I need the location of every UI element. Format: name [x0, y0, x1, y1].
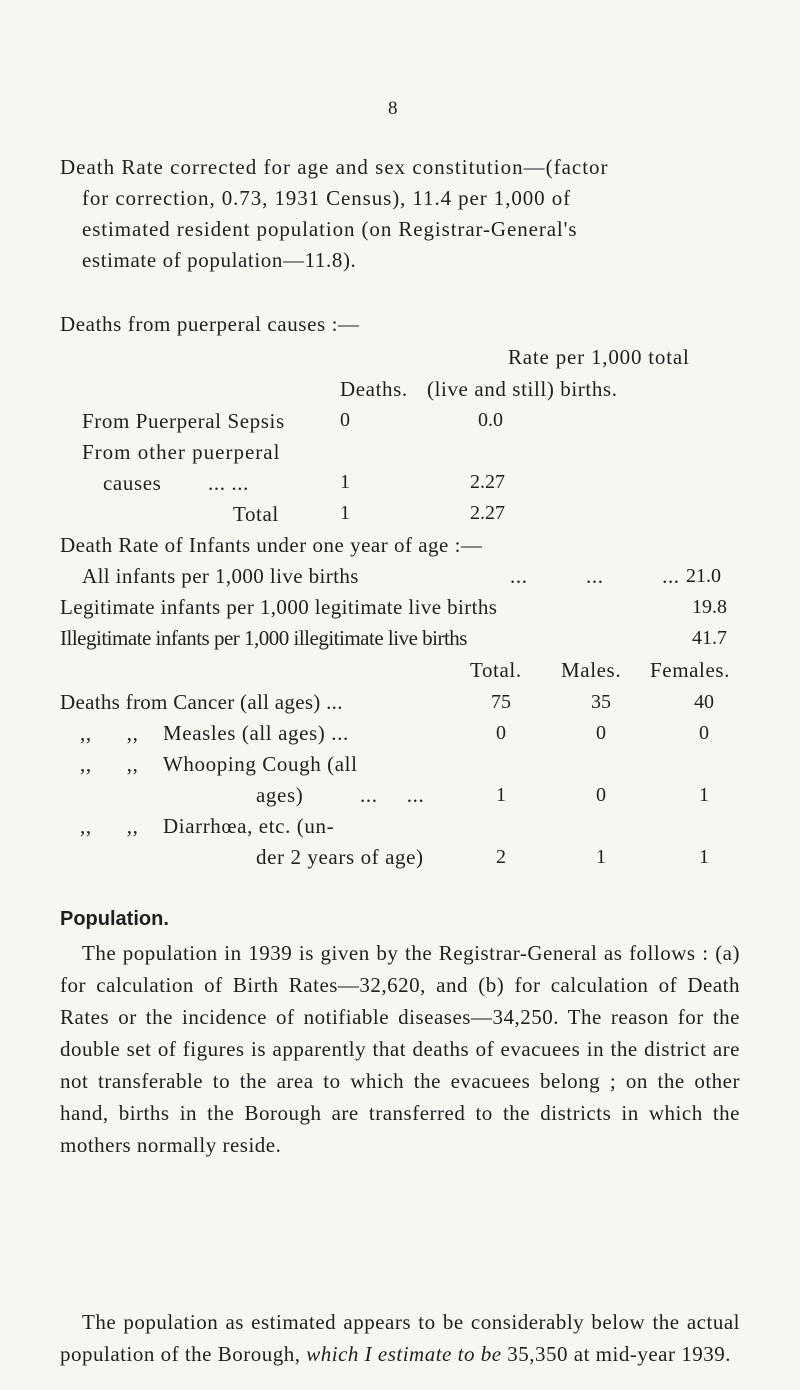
paragraph-italic-text: which I estimate to be: [306, 1342, 502, 1366]
infants-rate-value: 21.0: [686, 565, 721, 587]
puerperal-deaths-value: 0: [340, 409, 350, 431]
table-cell-total: 0: [496, 722, 506, 744]
table-cell-females: 0: [699, 722, 709, 744]
table-cell-males: 1: [596, 846, 606, 868]
intro-line: estimate of population—11.8).: [82, 248, 357, 272]
table-row-label: Diarrhœa, etc. (un-: [163, 814, 335, 838]
table-cell-total: 75: [491, 691, 511, 713]
ditto-marks: ,, ,,: [80, 721, 139, 745]
puerperal-row-label: From other puerperal: [82, 440, 281, 464]
puerperal-row-label: From Puerperal Sepsis: [82, 409, 285, 433]
puerperal-rate-value: 2.27: [470, 502, 505, 524]
intro-line: estimated resident population (on Registrar-General's: [82, 217, 578, 241]
infants-row-label: All infants per 1,000 live births: [82, 564, 359, 588]
table-row-label: ages): [256, 783, 304, 807]
leader-dots: ... ... ...: [510, 564, 680, 588]
leader-dots: ... ...: [360, 783, 425, 807]
puerperal-heading: Deaths from puerperal causes :—: [60, 312, 360, 336]
table-cell-females: 1: [699, 784, 709, 806]
paragraph-text: The population as estimated appears to be considerably below the actual population of the Borough,: [60, 1310, 740, 1366]
table-cell-females: 40: [694, 691, 714, 713]
table-row-label: Measles (all ages) ...: [163, 721, 349, 745]
puerperal-deaths-value: 1: [340, 471, 350, 493]
population-paragraph: The population in 1939 is given by the Registrar-General as follows : (a) for calculation of Birth Rates—32,620, and (b) for calculation of Death Rates or the incidence of notifiable diseases—34,250. The reason for the double set of figures is apparently that deaths of evacuees in the district are not transferable to the area to which the evacuees belong ; on the other hand, births in the Borough are transferred to the districts in which the mothers normally reside.: [60, 941, 740, 1157]
table-row-label: Whooping Cough (all: [163, 752, 358, 776]
puerperal-total-label: Total: [233, 502, 279, 526]
column-header-males: Males.: [561, 658, 622, 682]
rate-column-header: (live and still) births.: [427, 377, 618, 401]
table-row-label: Deaths from Cancer (all ages) ...: [60, 690, 343, 714]
table-cell-total: 1: [496, 784, 506, 806]
population-paragraph-2: [60, 1306, 740, 1370]
table-cell-males: 0: [596, 722, 606, 744]
table-row-label: der 2 years of age): [256, 845, 424, 869]
rate-column-header: Rate per 1,000 total: [508, 345, 690, 369]
infants-row-label: Legitimate infants per 1,000 legitimate live births: [60, 595, 498, 619]
table-cell-males: 0: [596, 784, 606, 806]
column-header-total: Total.: [470, 658, 522, 682]
table-cell-females: 1: [699, 846, 709, 868]
paragraph-text: 35,350 at mid-year 1939.: [507, 1342, 731, 1366]
puerperal-deaths-value: 1: [340, 502, 350, 524]
puerperal-row-label: causes: [103, 471, 162, 495]
infants-rate-value: 19.8: [692, 596, 727, 618]
infants-rate-value: 41.7: [692, 627, 727, 649]
column-header-females: Females.: [650, 658, 731, 682]
infants-heading: Death Rate of Infants under one year of age :—: [60, 533, 483, 557]
population-heading: Population.: [60, 908, 169, 930]
intro-line: for correction, 0.73, 1931 Census), 11.4 per 1,000 of: [82, 186, 571, 210]
page-number: 8: [388, 98, 399, 119]
ditto-marks: ,, ,,: [80, 814, 139, 838]
ditto-marks: ,, ,,: [80, 752, 139, 776]
intro-line: Death Rate corrected for age and sex constitution—(factor: [60, 155, 609, 179]
leader-dots: ... ...: [208, 471, 249, 495]
infants-row-label: Illegitimate infants per 1,000 illegitimate live births: [60, 626, 467, 650]
table-cell-total: 2: [496, 846, 506, 868]
table-cell-males: 35: [591, 691, 611, 713]
deaths-column-header: Deaths.: [340, 377, 408, 401]
puerperal-rate-value: 0.0: [478, 409, 503, 431]
puerperal-rate-value: 2.27: [470, 471, 505, 493]
